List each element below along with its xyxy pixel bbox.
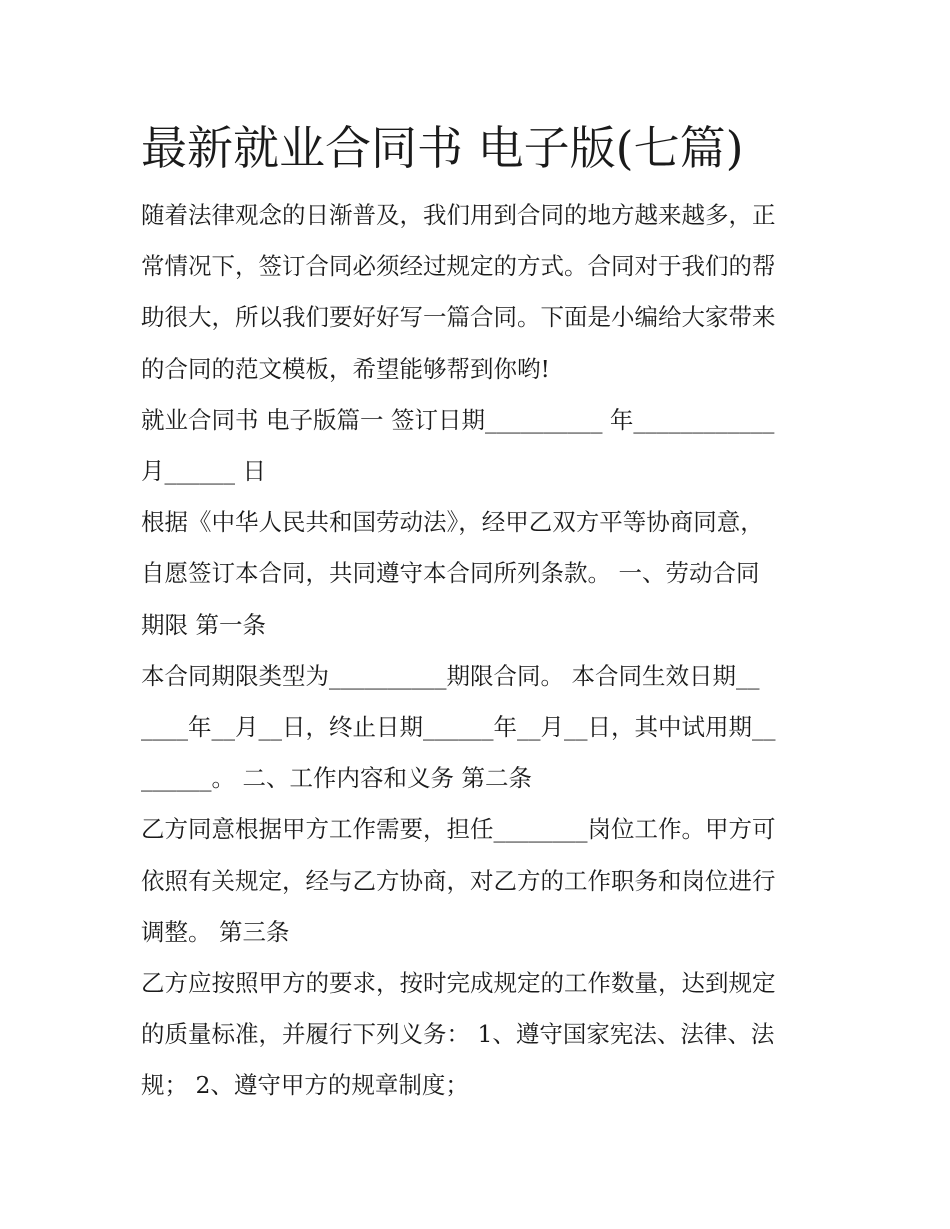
body-line: 月______ 日 bbox=[141, 457, 266, 486]
body-line: ____年__月__日，终止日期______年__月__日，其中试用期__ bbox=[141, 713, 776, 742]
document-title: 最新就业合同书 电子版(七篇) bbox=[141, 121, 744, 175]
body-line: 就业合同书 电子版篇一 签订日期__________ 年____________ bbox=[141, 405, 775, 434]
document-body bbox=[141, 190, 813, 1112]
body-line: 根据《中华人民共和国劳动法》，经甲乙双方平等协商同意， bbox=[141, 508, 764, 537]
body-line: 自愿签订本合同，共同遵守本合同所列条款。 一、劳动合同 bbox=[141, 559, 760, 588]
body-line: 常情况下，签订合同必须经过规定的方式。合同对于我们的帮 bbox=[141, 252, 776, 281]
body-line: 乙方应按照甲方的要求，按时完成规定的工作数量，达到规定 bbox=[141, 969, 776, 998]
body-line: 的合同的范文模板，希望能够帮到你哟! bbox=[141, 354, 550, 383]
body-line: 依照有关规定，经与乙方协商，对乙方的工作职务和岗位进行 bbox=[141, 866, 776, 895]
body-line: 助很大，所以我们要好好写一篇合同。下面是小编给大家带来 bbox=[141, 303, 776, 332]
body-line: ______。 二、工作内容和义务 第二条 bbox=[141, 764, 532, 793]
body-line: 的质量标准，并履行下列义务： 1、遵守国家宪法、法律、法 bbox=[141, 1020, 775, 1049]
body-line: 期限 第一条 bbox=[141, 610, 266, 639]
document-page bbox=[141, 112, 813, 1112]
body-line: 乙方同意根据甲方工作需要，担任________岗位工作。甲方可 bbox=[141, 815, 776, 844]
body-line: 本合同期限类型为__________期限合同。 本合同生效日期__ bbox=[141, 661, 760, 690]
body-line: 规； 2、遵守甲方的规章制度； bbox=[141, 1071, 469, 1100]
body-line: 随着法律观念的日渐普及，我们用到合同的地方越来越多，正 bbox=[141, 201, 776, 229]
body-line: 调整。 第三条 bbox=[141, 917, 290, 946]
